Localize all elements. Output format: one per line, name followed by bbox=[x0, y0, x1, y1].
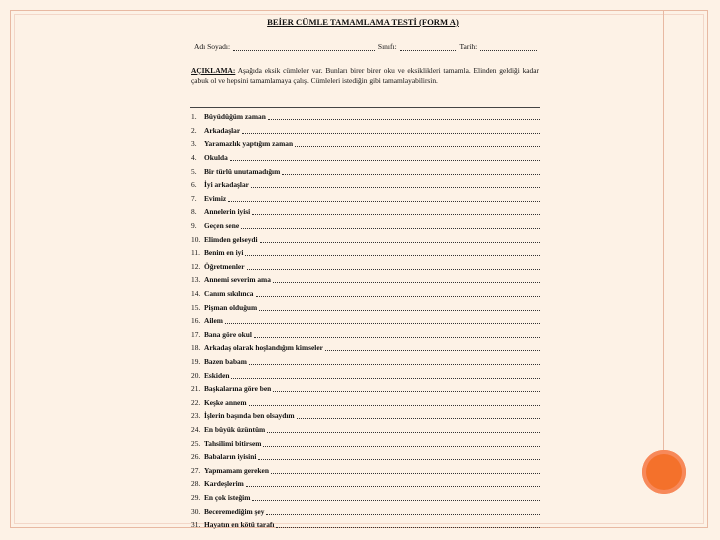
class-label: Sınıfı: bbox=[377, 42, 397, 51]
decorative-line bbox=[663, 10, 664, 450]
sentence-number: 24. bbox=[191, 424, 201, 434]
answer-line[interactable] bbox=[231, 372, 540, 379]
sentence-stem: Öğretmenler bbox=[204, 261, 245, 271]
sentence-stem: Benim en iyi bbox=[204, 248, 244, 258]
sentence-number: 16. bbox=[191, 316, 201, 326]
answer-line[interactable] bbox=[241, 222, 540, 229]
answer-line[interactable] bbox=[263, 440, 540, 447]
sentence-number: 4. bbox=[191, 153, 197, 163]
answer-line[interactable] bbox=[242, 127, 540, 134]
sentence-list bbox=[191, 110, 540, 531]
answer-line[interactable] bbox=[297, 412, 540, 419]
explanation bbox=[191, 66, 539, 85]
sentence-stem: Keşke annem bbox=[204, 397, 247, 407]
answer-line[interactable] bbox=[252, 494, 540, 501]
sentence-item bbox=[191, 219, 540, 233]
sentence-item bbox=[191, 477, 540, 491]
sentence-number: 15. bbox=[191, 302, 201, 312]
sentence-number: 3. bbox=[191, 139, 197, 149]
sentence-item bbox=[191, 423, 540, 437]
answer-line[interactable] bbox=[273, 385, 540, 392]
sentence-number: 17. bbox=[191, 329, 201, 339]
sentence-number: 21. bbox=[191, 384, 201, 394]
sentence-item bbox=[191, 232, 540, 246]
answer-line[interactable] bbox=[256, 290, 541, 297]
sentence-number: 28. bbox=[191, 479, 201, 489]
sentence-stem: Elimden gelseydi bbox=[204, 234, 258, 244]
sentence-stem: En büyük üzüntüm bbox=[204, 424, 266, 434]
answer-line[interactable] bbox=[249, 399, 541, 406]
sentence-item bbox=[191, 300, 540, 314]
sentence-item bbox=[191, 341, 540, 355]
sentence-number: 22. bbox=[191, 397, 201, 407]
sentence-item bbox=[191, 246, 540, 260]
sentence-number: 27. bbox=[191, 465, 201, 475]
sentence-number: 7. bbox=[191, 193, 197, 203]
answer-line[interactable] bbox=[276, 521, 540, 528]
sentence-stem: İyi arkadaşlar bbox=[204, 180, 249, 190]
sentence-stem: Arkadaşlar bbox=[204, 125, 241, 135]
answer-line[interactable] bbox=[230, 154, 540, 161]
sentence-stem: Bana göre okul bbox=[204, 329, 252, 339]
sentence-stem: Okulda bbox=[204, 153, 228, 163]
answer-line[interactable] bbox=[273, 276, 540, 283]
answer-line[interactable] bbox=[247, 263, 541, 270]
sentence-stem: En çok isteğim bbox=[204, 492, 251, 502]
answer-line[interactable] bbox=[251, 181, 540, 188]
sentence-item bbox=[191, 491, 540, 505]
sentence-stem: Annemi severim ama bbox=[204, 275, 271, 285]
sentence-item bbox=[191, 124, 540, 138]
sentence-stem: Büyüdüğüm zaman bbox=[204, 112, 266, 122]
sentence-number: 8. bbox=[191, 207, 197, 217]
sentence-stem: İşlerin başında ben olsaydım bbox=[204, 411, 295, 421]
sentence-number: 19. bbox=[191, 356, 201, 366]
sentence-item bbox=[191, 260, 540, 274]
answer-line[interactable] bbox=[225, 317, 540, 324]
sentence-number: 1. bbox=[191, 112, 197, 122]
divider bbox=[190, 107, 540, 108]
sentence-stem: Arkadaş olarak hoşlandığım kimseler bbox=[204, 343, 323, 353]
sentence-stem: Yapmamam gereken bbox=[204, 465, 269, 475]
sentence-stem: Canım sıkılınca bbox=[204, 289, 254, 299]
sentence-item bbox=[191, 137, 540, 151]
sentence-item bbox=[191, 192, 540, 206]
info-row bbox=[194, 42, 540, 51]
sentence-number: 26. bbox=[191, 452, 201, 462]
sentence-item bbox=[191, 273, 540, 287]
sentence-item bbox=[191, 409, 540, 423]
sentence-item bbox=[191, 518, 540, 532]
sentence-number: 30. bbox=[191, 506, 201, 516]
sentence-item bbox=[191, 314, 540, 328]
sentence-number: 14. bbox=[191, 289, 201, 299]
sentence-number: 13. bbox=[191, 275, 201, 285]
answer-line[interactable] bbox=[282, 168, 540, 175]
sentence-item bbox=[191, 287, 540, 301]
sentence-number: 11. bbox=[191, 248, 200, 258]
sentence-item bbox=[191, 382, 540, 396]
sentence-number: 20. bbox=[191, 370, 201, 380]
sentence-stem: Kardeşlerim bbox=[204, 479, 244, 489]
name-label: Adı Soyadı: bbox=[194, 42, 231, 51]
name-field[interactable] bbox=[233, 43, 375, 51]
sentence-stem: Başkalarına göre ben bbox=[204, 384, 272, 394]
sentence-item bbox=[191, 205, 540, 219]
sentence-stem: Yaramazlık yaptığım zaman bbox=[204, 139, 294, 149]
sentence-item bbox=[191, 395, 540, 409]
answer-line[interactable] bbox=[245, 249, 540, 256]
sentence-item bbox=[191, 368, 540, 382]
answer-line[interactable] bbox=[259, 304, 540, 311]
sentence-item bbox=[191, 504, 540, 518]
sentence-stem: Evimiz bbox=[204, 193, 227, 203]
answer-line[interactable] bbox=[267, 426, 540, 433]
sentence-stem: Geçen sene bbox=[204, 221, 240, 231]
sentence-item bbox=[191, 151, 540, 165]
sentence-number: 31. bbox=[191, 520, 201, 530]
sentence-item bbox=[191, 328, 540, 342]
sentence-item bbox=[191, 110, 540, 124]
sentence-number: 18. bbox=[191, 343, 201, 353]
sentence-stem: Bir türlü unutamadığım bbox=[204, 166, 281, 176]
sentence-number: 5. bbox=[191, 166, 197, 176]
sentence-stem: Babaların iyisini bbox=[204, 452, 257, 462]
answer-line[interactable] bbox=[228, 195, 540, 202]
explanation-heading: AÇIKLAMA: bbox=[191, 66, 236, 75]
answer-line[interactable] bbox=[325, 344, 540, 351]
answer-line[interactable] bbox=[268, 113, 540, 120]
sentence-item bbox=[191, 355, 540, 369]
sentence-stem: Tahsilimi bitirsem bbox=[204, 438, 262, 448]
sentence-number: 25. bbox=[191, 438, 201, 448]
sentence-number: 10. bbox=[191, 234, 201, 244]
sentence-stem: Hayatın en kötü tarafı bbox=[204, 520, 275, 530]
sentence-stem: Annelerin iyisi bbox=[204, 207, 251, 217]
document-title: BEİER CÜMLE TAMAMLAMA TESTİ (FORM A) bbox=[267, 17, 459, 27]
sentence-stem: Beceremediğim şey bbox=[204, 506, 265, 516]
sentence-item bbox=[191, 463, 540, 477]
explanation-body: Aşağıda eksik cümleler var. Bunları birer birer oku ve eksiklikleri tamamla. Elinden geldiği kadar çabuk ol ve hepsini tamamlamaya çalış. Cümleleri istediğin gibi tamamlayabilirsin. bbox=[191, 66, 539, 85]
sentence-number: 9. bbox=[191, 221, 197, 231]
sentence-stem: Bazen babam bbox=[204, 356, 247, 366]
sentence-stem: Pişman olduğum bbox=[204, 302, 258, 312]
sentence-item bbox=[191, 436, 540, 450]
answer-line[interactable] bbox=[266, 508, 540, 515]
sentence-number: 29. bbox=[191, 492, 201, 502]
sentence-item bbox=[191, 164, 540, 178]
answer-line[interactable] bbox=[246, 480, 540, 487]
answer-line[interactable] bbox=[271, 467, 540, 474]
answer-line[interactable] bbox=[252, 208, 540, 215]
date-label: Tarih: bbox=[459, 42, 478, 51]
test-document bbox=[186, 14, 540, 530]
decorative-circle bbox=[642, 450, 686, 494]
answer-line[interactable] bbox=[295, 140, 540, 147]
sentence-number: 23. bbox=[191, 411, 201, 421]
sentence-item bbox=[191, 178, 540, 192]
sentence-stem: Eskiden bbox=[204, 370, 230, 380]
sentence-number: 6. bbox=[191, 180, 197, 190]
answer-line[interactable] bbox=[254, 331, 540, 338]
sentence-stem: Ailem bbox=[204, 316, 223, 326]
date-field[interactable] bbox=[480, 43, 537, 51]
answer-line[interactable] bbox=[258, 453, 540, 460]
answer-line[interactable] bbox=[260, 236, 540, 243]
sentence-number: 12. bbox=[191, 261, 201, 271]
sentence-number: 2. bbox=[191, 125, 197, 135]
sentence-item bbox=[191, 450, 540, 464]
answer-line[interactable] bbox=[249, 358, 540, 365]
class-field[interactable] bbox=[400, 43, 457, 51]
